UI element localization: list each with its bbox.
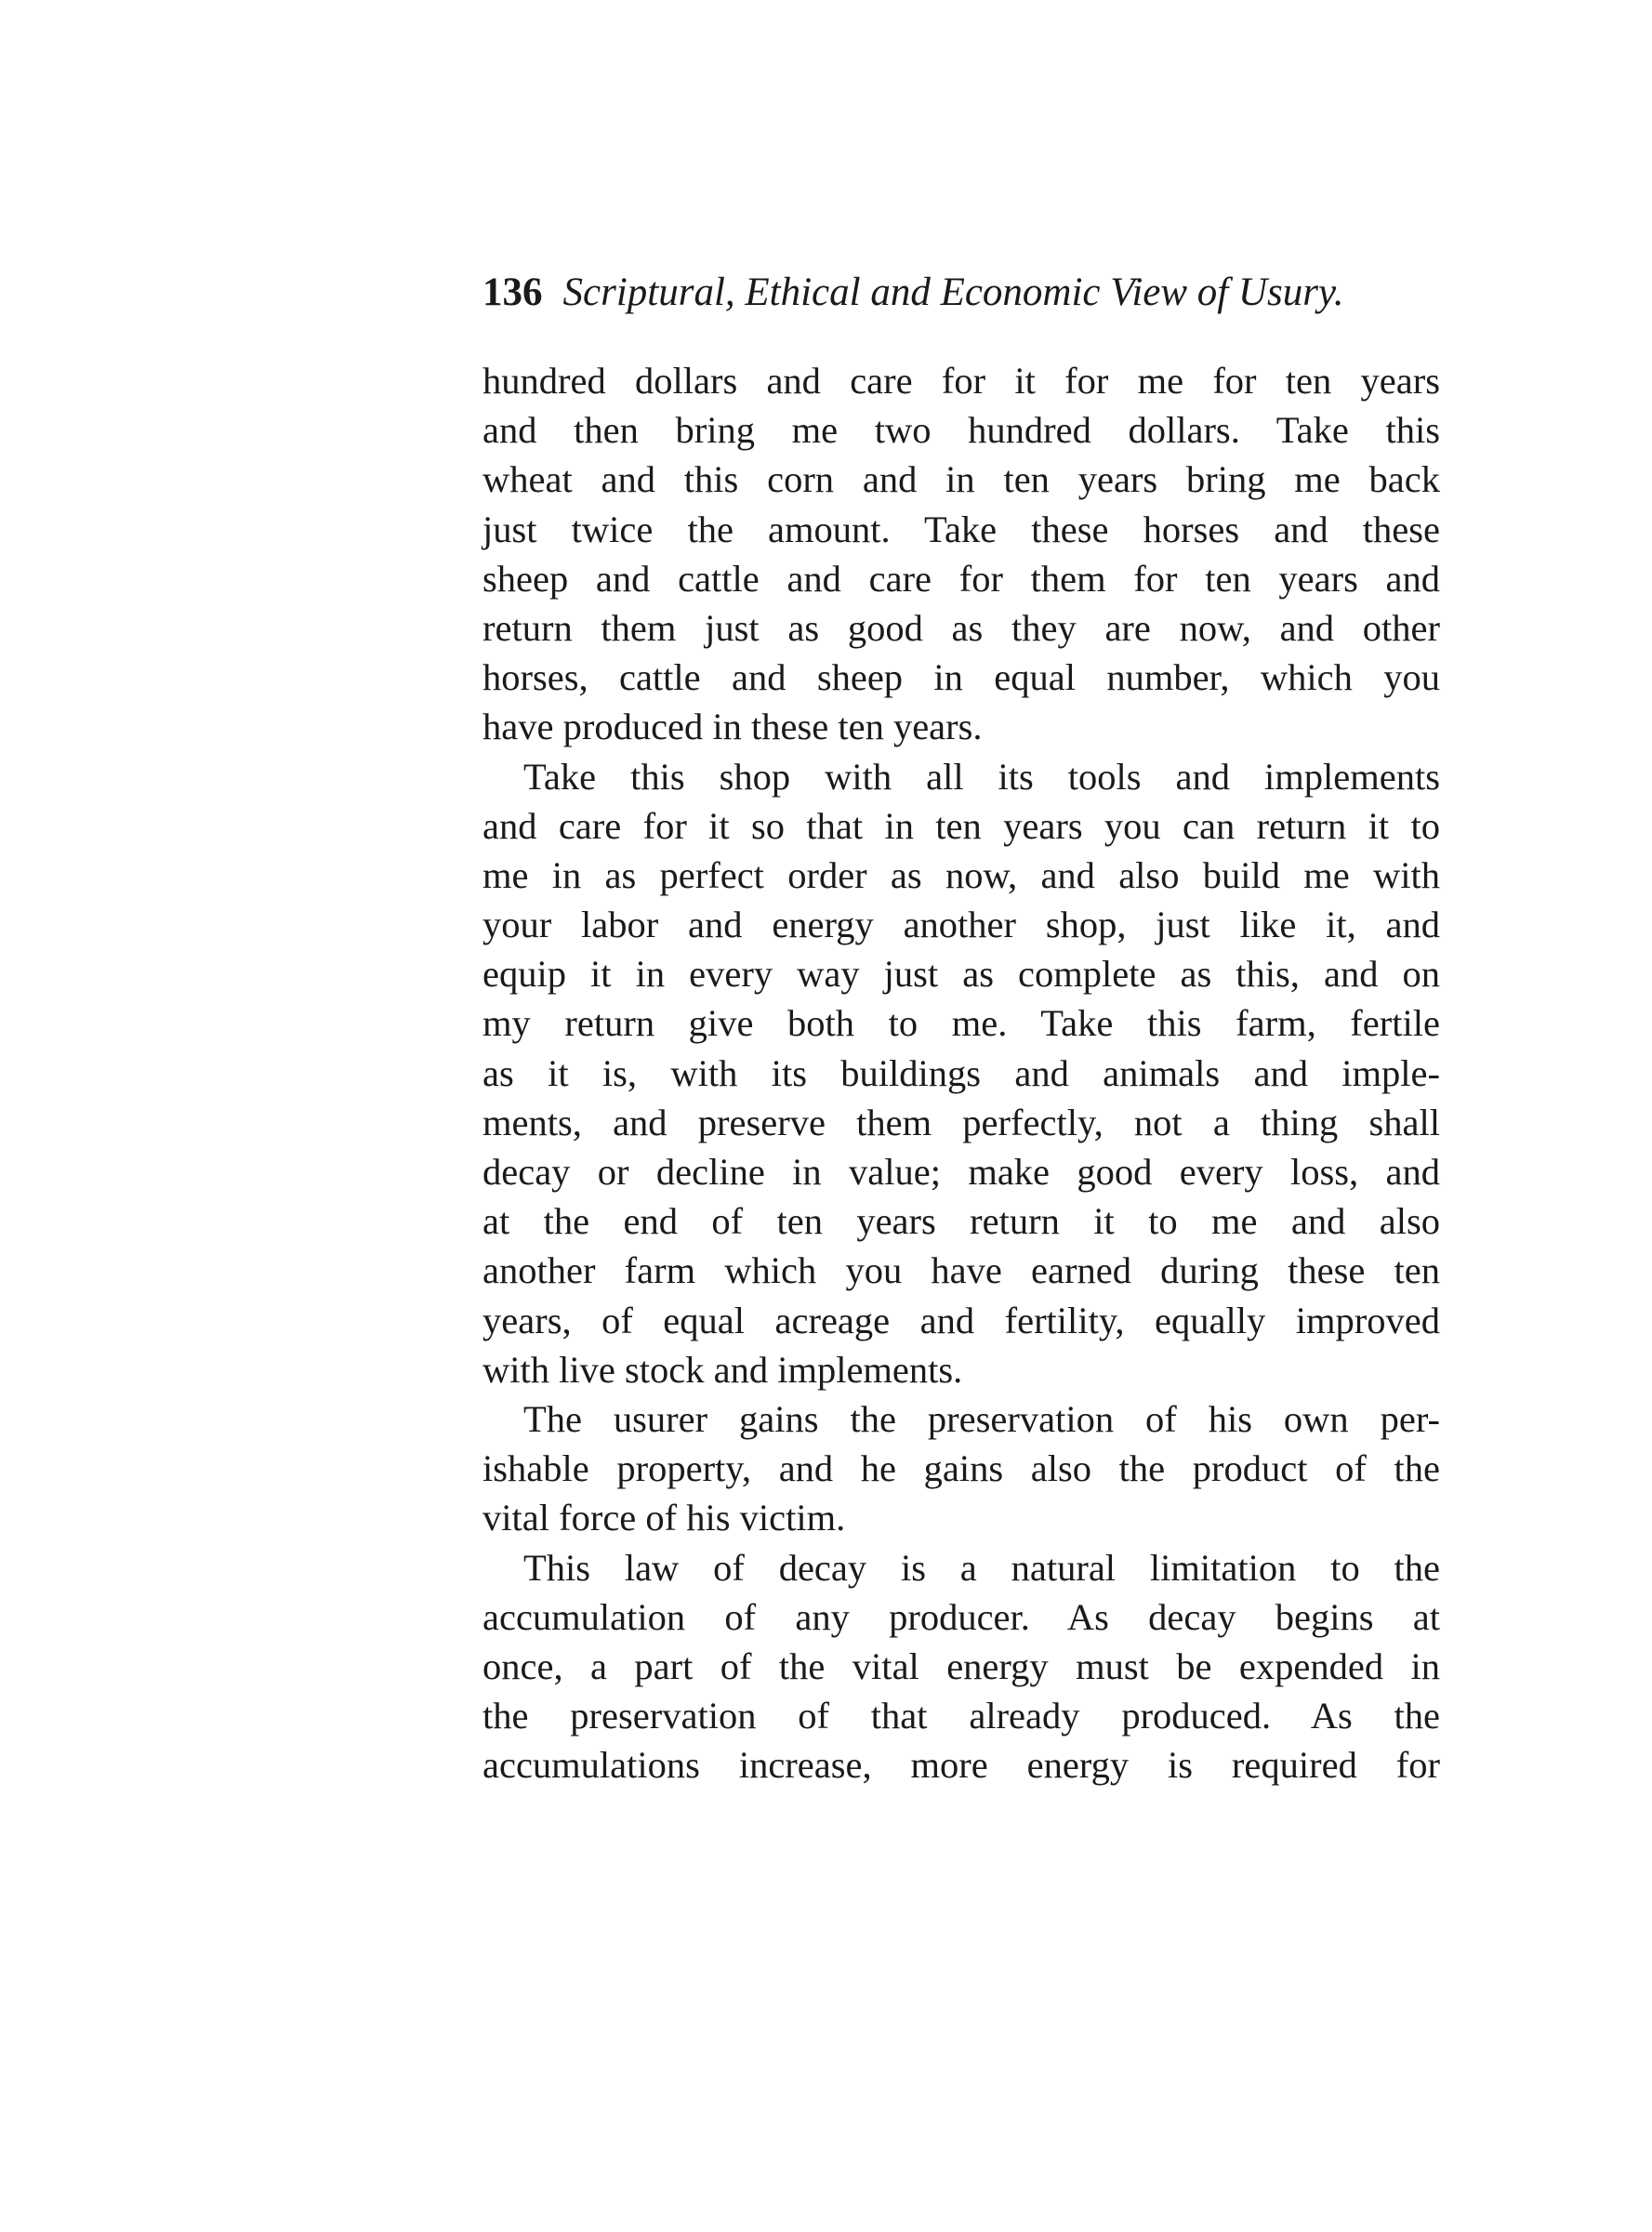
text-line: return them just as good as they are now, and other	[482, 606, 1440, 649]
text-line: ments, and preserve them perfectly, not a thing shall	[482, 1101, 1440, 1143]
text-line: once, a part of the vital energy must be expended in	[482, 1644, 1440, 1687]
paragraph-3	[482, 1394, 1440, 1543]
text-line: just twice the amount. Take these horses and these	[482, 508, 1440, 550]
paragraph-2	[482, 752, 1440, 1394]
text-line: horses, cattle and sheep in equal number, which you	[482, 656, 1440, 699]
text-line: have produced in these ten years.	[482, 706, 983, 748]
text-line: decay or decline in value; make good every loss, and	[482, 1151, 1440, 1193]
text-line: Take this shop with all its tools and implements	[523, 755, 1440, 798]
text-line: and then bring me two hundred dollars. Take this	[482, 409, 1440, 452]
text-line: me in as perfect order as now, and also build me with	[482, 853, 1440, 896]
text-line: the preservation of that already produced. As the	[482, 1695, 1440, 1737]
text-line: accumulation of any producer. As decay begins at	[482, 1595, 1440, 1638]
page-header	[482, 270, 1440, 335]
text-line: your labor and energy another shop, just like it, and	[482, 904, 1440, 946]
text-line: equip it in every way just as complete as this, and on	[482, 953, 1440, 996]
body-text	[482, 356, 1440, 1790]
text-line: at the end of ten years return it to me and also	[482, 1200, 1440, 1243]
text-line: This law of decay is a natural limitation to the	[523, 1546, 1440, 1589]
running-title: Scriptural, Ethical and Economic View of Usury.	[562, 271, 1344, 314]
text-line: my return give both to me. Take this farm, fertile	[482, 1002, 1440, 1045]
text-line: vital force of his victim.	[482, 1497, 846, 1539]
text-line: wheat and this corn and in ten years bring me back	[482, 458, 1440, 501]
text-line: hundred dollars and care for it for me for ten years	[482, 360, 1440, 402]
text-line: accumulations increase, more energy is required for	[482, 1744, 1440, 1787]
paragraph-4	[482, 1543, 1440, 1790]
text-line: ishable property, and he gains also the product of the	[482, 1447, 1440, 1490]
text-line: another farm which you have earned during these ten	[482, 1249, 1440, 1292]
page-number: 136	[482, 271, 543, 314]
text-line: years, of equal acreage and fertility, equally improved	[482, 1299, 1440, 1341]
paragraph-1	[482, 356, 1440, 752]
text-line: as it is, with its buildings and animals and imple-	[482, 1051, 1440, 1094]
text-line: sheep and cattle and care for them for ten years and	[482, 557, 1440, 600]
text-line: and care for it so that in ten years you can return it to	[482, 804, 1440, 847]
text-line: with live stock and implements.	[482, 1348, 963, 1391]
text-line: The usurer gains the preservation of his own per-	[523, 1397, 1440, 1440]
